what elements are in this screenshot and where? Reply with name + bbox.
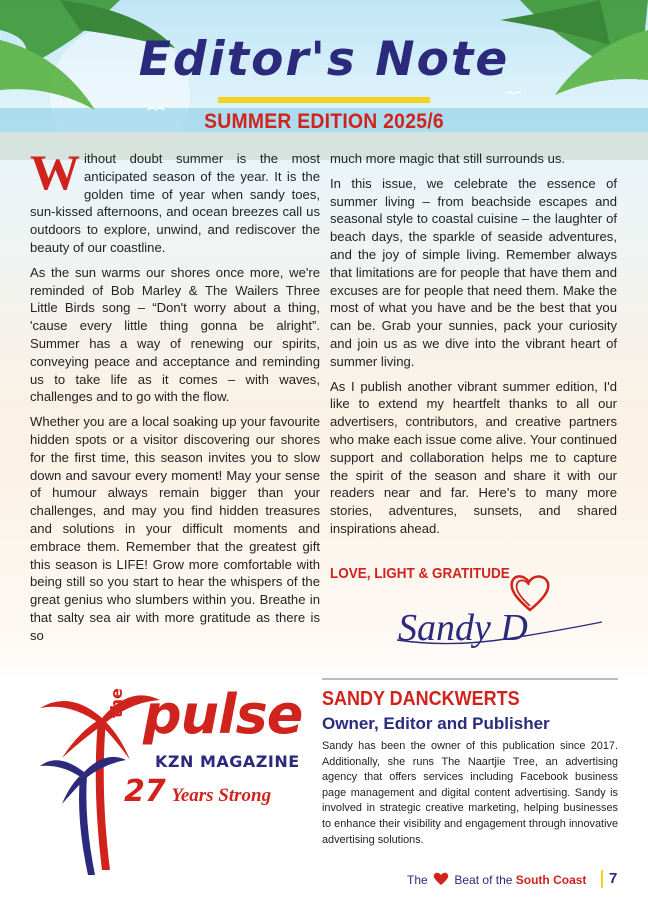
heart-icon <box>433 872 449 886</box>
divider <box>322 678 618 680</box>
article-paragraph: Without doubt summer is the most anticipated season of the year. It is the golden time of year when sandy toes, sun-kissed afternoons, and ocean breezes call us outdoors to explore, unwind, and rediscover the beauty of our coastline. <box>30 144 320 255</box>
page-number: 7 <box>609 870 618 887</box>
drop-cap: W <box>30 144 80 200</box>
logo-wordmark: pulse <box>143 683 303 746</box>
footer-separator <box>601 870 603 888</box>
bio-role: Owner, Editor and Publisher <box>322 714 550 733</box>
title-underline <box>218 97 430 103</box>
logo-kzn-magazine: KZN MAGAZINE <box>155 752 300 771</box>
article-paragraph: Whether you are a local soaking up your favourite hidden spots or a visitor discovering our shores for the first time, this season invites you to slow down and savour every moment! May your sense of humour always remain bigger than your challenges, and may you find hidden treasures and solutions in your difficult moments and embrace them. Remember that the greatest gift this season is LIFE! Grow more comfortable with being still so you start to hear the whispers of the great genius who slumbers within you. Breathe in that salty sea air with more gratitude as there is so <box>30 414 320 643</box>
bio-name: SANDY DANCKWERTS <box>322 688 520 710</box>
footer-tagline: The Beat of the South Coast <box>407 873 587 887</box>
pulse-magazine-logo <box>40 680 310 880</box>
article-column-left <box>30 144 320 652</box>
article-paragraph: As I publish another vibrant summer edition, I'd like to extend my heartfelt thanks to all our advertisers, contributors, and creative partners who make each issue come alive. Your continued support and collaboration helps me to capture the spirit of the season and share it with our readers near and far. Here's to many more stories, adventures, sunsets, and shared inspirations ahead. <box>330 378 617 536</box>
article-column-right <box>330 150 617 545</box>
signature: Sandy D <box>398 607 528 649</box>
article-paragraph: much more magic that still surrounds us. <box>330 151 566 166</box>
logo-the: the <box>107 688 126 718</box>
edition-subtitle: SUMMER EDITION 2025/6 <box>204 110 444 133</box>
bird-icon <box>505 92 521 94</box>
signoff-text: LOVE, LIGHT & GRATITUDE <box>330 565 510 582</box>
logo-years-strong: 27 Years Strong <box>124 774 272 809</box>
page-title: Editor's Note <box>138 32 510 87</box>
article-paragraph: In this issue, we celebrate the essence of summer living – from beachside escapes and seasonal style to coastal cuisine – the laughter of beach days, the sparkle of seaside adventures, and the joy of simple living. Remember always that limitations are for people that have them and excuses are for people that need them. Make the most of what you have and be the best that you can be. Grab your sunnies, pack your curiosity and join us as we dive into the vibrant heart of summer living. <box>330 175 617 369</box>
bio-text: Sandy has been the owner of this publication since 2017. Additionally, she runs The Naartjie Tree, an advertising agency that offers services including Facebook business page management and digital content advertising. Sandy is involved in strategic creative marketing, helping businesses to enhance their visibility and engagement through innovative advertising solutions. <box>322 740 618 846</box>
article-paragraph: As the sun warms our shores once more, we're reminded of Bob Marley & The Wailers Three Little Birds song – “Don't worry about a thing, 'cause every little thing gonna be alright”. Summer has a way of renewing our spirits, conveying peace and acceptance and reminding us to take life as it comes – with waves, challenges and to go with the flow. <box>30 264 320 405</box>
palm-tree-icon <box>40 757 126 875</box>
